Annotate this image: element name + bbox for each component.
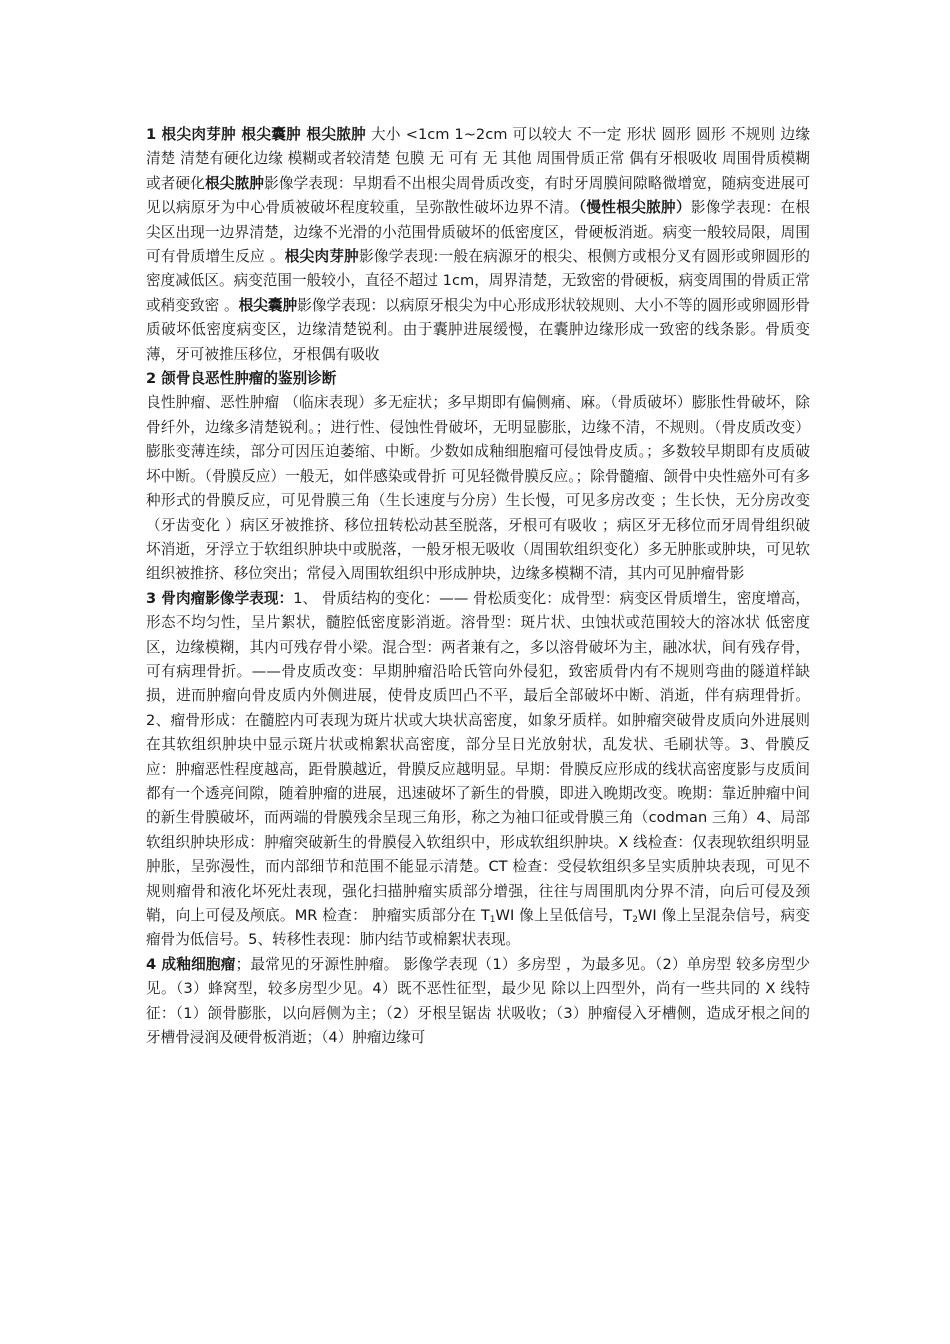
section-4-paragraph: [146, 953, 810, 1051]
section-1-paragraph: [146, 123, 810, 367]
section-3-heading: 3 骨肉瘤影像学表现：: [146, 589, 294, 607]
section-2-heading: 2 颌骨良恶性肿瘤的鉴别诊断: [146, 370, 337, 388]
t2-subscript: 2: [632, 915, 638, 925]
section-1-term-granuloma: 根尖肉芽肿: [284, 248, 360, 266]
section-3-text-2: WI 像上呈低信号，T: [495, 907, 633, 924]
section-3-text-1: 1、 骨质结构的变化：—— 骨松质变化：成骨型：病变区骨质增生，密度增高，形态不均匀性，呈片絮状，髓腔低密度影消逝。溶骨型：斑片状、虫蚀状或范围较大的溶冰状 低密度区，边缘模糊，其内可残存骨小梁。混合型：两者兼有之，多以溶骨破坏为主，融冰状，间有残存骨，可有病理骨折。——骨皮质改变：早期肿瘤沿哈氏管向外侵犯，致密质骨内有不规则弯曲的隧道样缺损，进而肿瘤向骨皮质内外侧进展，使骨皮质凹凸不平，最后全部破坏中断、消逝，伴有病理骨折。2、瘤骨形成：在髓腔内可表现为斑片状或大块状高密度，如象牙质样。如肿瘤突破骨皮质向外进展则在其软组织肿块中显示斑片状或棉絮状高密度，部分呈日光放射状，乱发状、毛刷状等。3、骨膜反应：肿瘤恶性程度越高，距骨膜越近，骨膜反应越明显。早期：骨膜反应形成的线状高密度影与皮质间都有一个透亮间隙，随着肿瘤的进展，迅速破坏了新生的骨膜，即进入晚期改变。晚期：靠近肿瘤中间的新生骨膜破坏，而两端的骨膜残余呈现三角形，称之为袖口征或骨膜三角（codman 三角）4、局部软组织肿块形成：肿瘤突破新生的骨膜侵入软组织中，形成软组织肿块。X 线检查：仅表现软组织明显肿胀，呈弥漫性，而内部细节和范围不能显示清楚。CT 检查：受侵软组织多呈实质肿块表现，可见不规则瘤骨和液化坏死灶表现，强化扫描肿瘤实质部分增强，往往与周围肌肉分界不清，向后可侵及颈鞘，向上可侵及颅底。MR 检查： 肿瘤实质部分在 T: [146, 589, 810, 924]
section-3-paragraph: [146, 587, 810, 953]
section-1-text-3: 影像学表现：在根尖区出现一边界清楚，边缘不光滑的小范围骨质破坏的低密度区，骨硬板消逝。病变一般较局限，周围可有骨质增生反应 。: [146, 199, 810, 266]
document-page: [146, 123, 810, 1050]
section-3-text-3: WI 像上呈混杂信号，病变瘤骨为低信号。5、转移性表现：肺内结节或棉絮状表现。: [146, 907, 810, 949]
section-1-term-periapical-abscess: 根尖脓肿: [205, 174, 265, 192]
t1-subscript: 1: [489, 915, 496, 925]
section-1-text-4: 影像学表现:一般在病源牙的根尖、根侧方或根分叉有圆形或卵圆形的密度减低区。病变范围一般较小，直径不超过 1cm，周界清楚，无致密的骨硬板，病变周围的骨质正常或稍变致密 。: [146, 248, 810, 314]
section-1-term-cyst: 根尖囊肿: [238, 296, 298, 314]
section-1-text-1: 大小 <1cm 1~2cm 可以较大 不一定 形状 圆形 圆形 不规则 边缘 清楚 清楚有硬化边缘 模糊或者较清楚 包膜 无 可有 无 其他 周围骨质正常 偶有牙根吸收 周围骨质模糊或者硬化: [146, 126, 810, 192]
section-4-heading: 4 成釉细胞瘤: [146, 955, 236, 973]
section-2-paragraph: 良性肿瘤、恶性肿瘤 （临床表现）多无症状；多早期即有偏侧痛、麻。（骨质破坏）膨胀性骨破坏，除骨纤外，边缘多清楚锐利。；进行性、侵蚀性骨破坏，无明显膨胀，边缘不清，不规则。（骨皮质改变）膨胀变薄连续，部分可因压迫萎缩、中断。少数如成釉细胞瘤可侵蚀骨皮质。；多数较早期即有皮质破坏中断。（骨膜反应）一般无，如伴感染或骨折 可见轻微骨膜反应。；除骨髓瘤、颌骨中央性癌外可有多种形式的骨膜反应，可见骨膜三角（生长速度与分房）生长慢，可见多房改变 ；生长快，无分房改变（牙齿变化 ）病区牙被推挤、移位扭转松动甚至脱落，牙根可有吸收 ；病区牙无移位而牙周骨组织破坏消逝，牙浮立于软组织肿块中或脱落，一般牙根无吸收（周围软组织变化）多无肿胀或肿块，可见软组织被推挤、移位突出；常侵入周围软组织中形成肿块，边缘多模糊不清，其内可见肿瘤骨影: [146, 394, 810, 583]
section-4-text: ；最常见的牙源性肿瘤。 影像学表现（1）多房型 ，为最多见。（2）单房型 较多房型少见。（3）蜂窝型，较多房型少见。4）既不恶性征型，最少见 除以上四型外，尚有一些共同的 X 线特征：（1）颌骨膨胀，以向唇侧为主；（2）牙根呈锯齿 状吸收；（3）肿瘤侵入牙槽侧，造成牙根之间的牙槽骨浸润及硬骨板消逝；（4）肿瘤边缘可: [146, 955, 810, 1047]
section-1-term-chronic-abscess: （慢性根尖脓肿）: [578, 199, 691, 217]
section-1-text-5: 影像学表现：以病原牙根尖为中心形成形状较规则、大小不等的圆形或卵圆形骨质破坏低密度病变区，边缘清楚锐利。由于囊肿进展缓慢，在囊肿边缘形成一致密的线条影。骨质变薄，牙可被推压移位，牙根偶有吸收: [146, 296, 810, 363]
section-1-text-2: 影像学表现：早期看不出根尖周骨质改变，有时牙周膜间隙略微增宽，随病变进展可见以病原牙为中心骨质被破坏程度较重，呈弥散性破坏边界不清。: [146, 174, 810, 217]
section-1-heading: 1 根尖肉芽肿 根尖囊肿 根尖脓肿: [146, 126, 367, 143]
